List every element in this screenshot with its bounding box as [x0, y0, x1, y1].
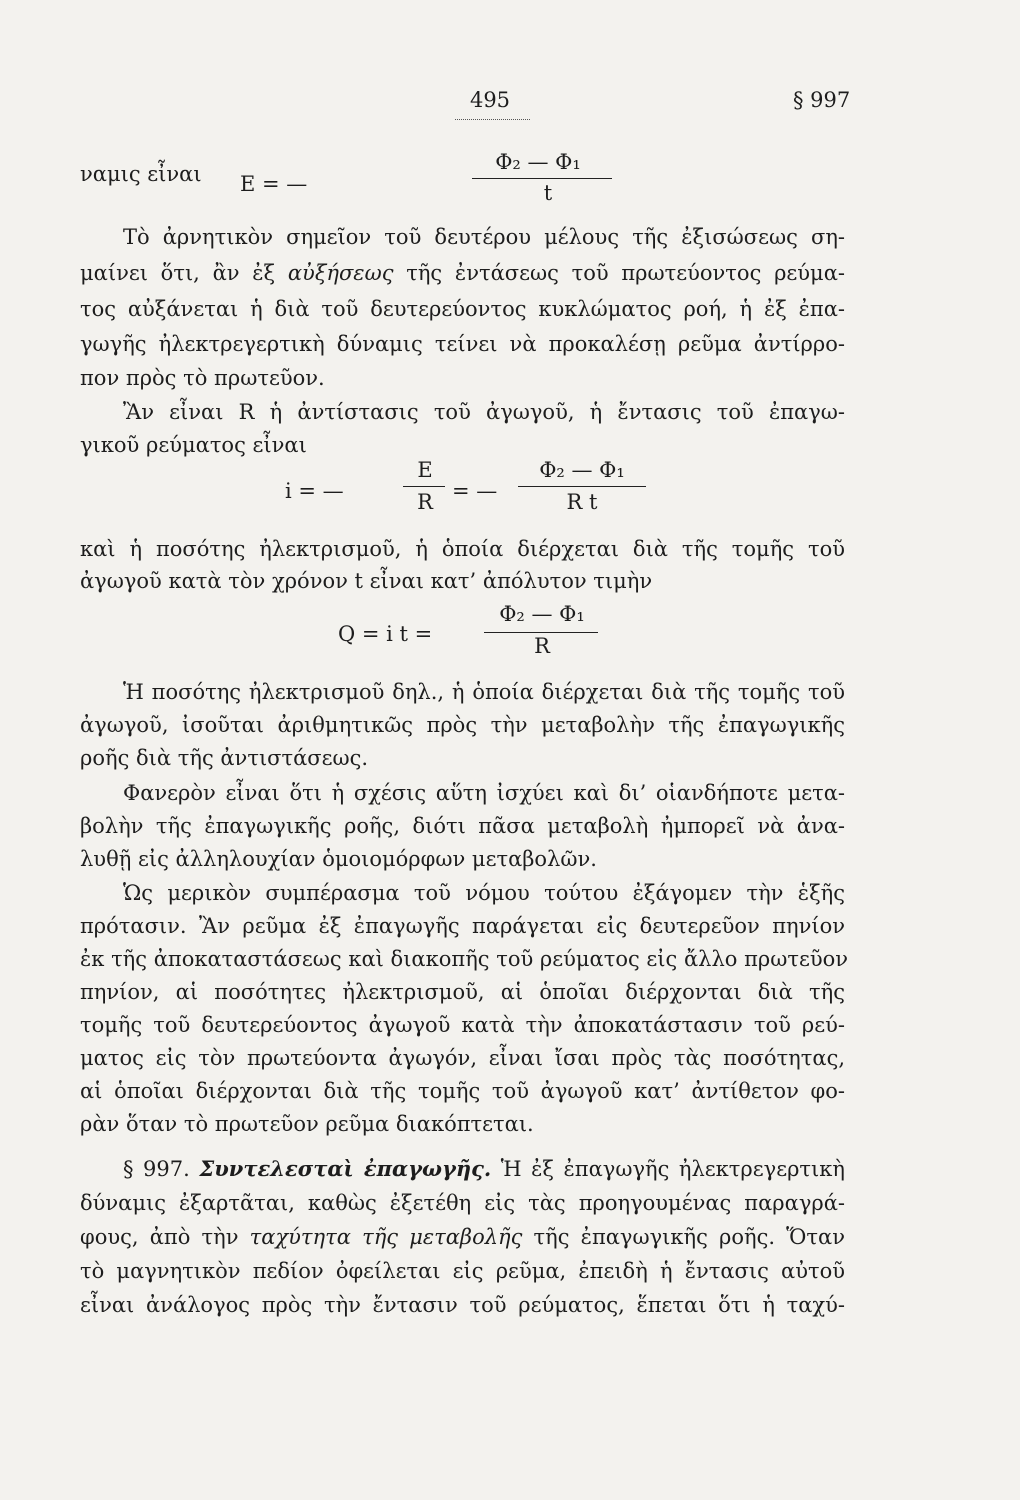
- para7-line3: φους, ἀπὸ τὴν ταχύτητα τῆς μεταβολῆς τῆς ἐπαγωγικῆς ροῆς. Ὅταν: [80, 1225, 845, 1249]
- para7-line2: δύναμις ἐξαρτᾶται, καθὼς ἐξετέθη εἰς τὰς προηγουμένας παραγρά-: [80, 1191, 845, 1215]
- page-number: 495: [469, 88, 511, 112]
- eq3-denominator: R: [534, 634, 550, 658]
- eq1-denominator: t: [543, 181, 553, 205]
- para1-line4: γωγῆς ἠλεκτρεγερτικὴ δύναμις τείνει νὰ προκαλέσῃ ρεῦμα ἀντίρρο-: [80, 332, 845, 356]
- para5-line2: βολὴν τῆς ἐπαγωγικῆς ροῆς, διότι πᾶσα μεταβολὴ ἠμπορεῖ νὰ ἀνα-: [80, 814, 845, 838]
- section-title: Συντελεσταὶ ἐπαγωγῆς.: [199, 1156, 492, 1181]
- para4-line2: ἀγωγοῦ, ἰσοῦται ἀριθμητικῶς πρὸς τὴν μεταβολὴν τῆς ἐπαγωγικῆς: [80, 713, 845, 737]
- eq2-frac1-denominator: R: [417, 490, 433, 514]
- eq3-fraction-bar: [484, 632, 598, 633]
- para7-italic: ταχύτητα τῆς μεταβολῆς: [249, 1225, 523, 1249]
- para5-line1: Φανερὸν εἶναι ὅτι ἡ σχέσις αὕτη ἰσχύει καὶ δι’ οἱανδήποτε μετα-: [123, 781, 845, 805]
- eq1-numerator: Φ₂ — Φ₁: [495, 150, 581, 174]
- para6-line7: αἱ ὁποῖαι διέρχονται διὰ τῆς τομῆς τοῦ ἀγωγοῦ κατ’ ἀντίθετον φο-: [80, 1079, 845, 1103]
- eq2-frac2-denominator: R t: [566, 490, 598, 514]
- eq1-lead: ναμις εἶναι: [80, 162, 202, 186]
- para6-line3: ἐκ τῆς ἀποκαταστάσεως καὶ διακοπῆς τοῦ ρεύματος εἰς ἄλλο πρωτεῦον: [80, 947, 849, 971]
- para6-line2: πρότασιν. Ἂν ρεῦμα ἐξ ἐπαγωγῆς παράγεται εἰς δευτερεῦον πηνίον: [80, 914, 845, 938]
- para2-line2: γικοῦ ρεύματος εἶναι: [80, 433, 307, 457]
- para2-line1: Ἂν εἶναι R ἡ ἀντίστασις τοῦ ἀγωγοῦ, ἡ ἔντασις τοῦ ἐπαγω-: [123, 400, 845, 424]
- eq2-frac1-numerator: E: [417, 458, 433, 482]
- para6-line5: τομῆς τοῦ δευτερεύοντος ἀγωγοῦ κατὰ τὴν ἀποκατάστασιν τοῦ ρεύ-: [80, 1013, 845, 1037]
- para1-line1: Τὸ ἀρνητικὸν σημεῖον τοῦ δευτέρου μέλους τῆς ἐξισώσεως ση-: [123, 225, 845, 249]
- eq2-frac1-bar: [403, 486, 445, 487]
- eq3-numerator: Φ₂ — Φ₁: [499, 602, 585, 626]
- para4-line1: Ἡ ποσότης ἠλεκτρισμοῦ δηλ., ἡ ὁποία διέρχεται διὰ τῆς τομῆς τοῦ: [123, 680, 845, 704]
- section-reference: § 997: [793, 88, 851, 112]
- eq2-frac2-bar: [518, 486, 646, 487]
- para7-line1: § 997. Συντελεσταὶ ἐπαγωγῆς. Ἡ ἐξ ἐπαγωγῆς ἠλεκτρεγερτικὴ: [123, 1156, 845, 1181]
- section-number: § 997.: [123, 1157, 190, 1181]
- para6-line8: ρὰν ὅταν τὸ πρωτεῦον ρεῦμα διακόπτεται.: [80, 1112, 534, 1136]
- para1-line5: πον πρὸς τὸ πρωτεῦον.: [80, 366, 325, 390]
- eq2-lhs: i = —: [285, 479, 344, 503]
- page-number-rule: [455, 119, 530, 120]
- eq2-mid: = —: [452, 479, 498, 503]
- para6-line6: ματος εἰς τὸν πρωτεύοντα ἀγωγόν, εἶναι ἴσαι πρὸς τὰς ποσότητας,: [80, 1046, 845, 1070]
- para1-line3: τος αὐξάνεται ἡ διὰ τοῦ δευτερεύοντος κυκλώματος ροή, ἡ ἐξ ἐπα-: [80, 297, 845, 321]
- para5-line3: λυθῇ εἰς ἀλληλουχίαν ὁμοιομόρφων μεταβολῶν.: [80, 847, 597, 871]
- para1-line2: μαίνει ὅτι, ἂν ἐξ αὐξήσεως τῆς ἐντάσεως τοῦ πρωτεύοντος ρεύμα-: [80, 261, 845, 285]
- para3-line2: ἀγωγοῦ κατὰ τὸν χρόνον t εἶναι κατ’ ἀπόλυτον τιμὴν: [80, 569, 653, 593]
- eq1-fraction-bar: [472, 178, 612, 179]
- para4-line3: ροῆς διὰ τῆς ἀντιστάσεως.: [80, 746, 369, 770]
- para6-line1: Ὡς μερικὸν συμπέρασμα τοῦ νόμου τούτου ἐξάγομεν τὴν ἑξῆς: [123, 881, 845, 905]
- para7-line4: τὸ μαγνητικὸν πεδίον ὀφείλεται εἰς ρεῦμα, ἐπειδὴ ἡ ἔντασις αὐτοῦ: [80, 1259, 845, 1283]
- eq1-lhs: E = —: [240, 172, 308, 196]
- eq2-frac2-numerator: Φ₂ — Φ₁: [539, 458, 625, 482]
- para6-line4: πηνίον, αἱ ποσότητες ἠλεκτρισμοῦ, αἱ ὁποῖαι διέρχονται διὰ τῆς: [80, 980, 845, 1004]
- para1-italic: αὐξήσεως: [287, 261, 394, 285]
- para3-line1: καὶ ἡ ποσότης ἠλεκτρισμοῦ, ἡ ὁποία διέρχεται διὰ τῆς τομῆς τοῦ: [80, 537, 845, 561]
- eq3-lhs: Q = i t =: [338, 622, 433, 646]
- para7-line5: εἶναι ἀνάλογος πρὸς τὴν ἔντασιν τοῦ ρεύματος, ἕπεται ὅτι ἡ ταχύ-: [80, 1293, 845, 1317]
